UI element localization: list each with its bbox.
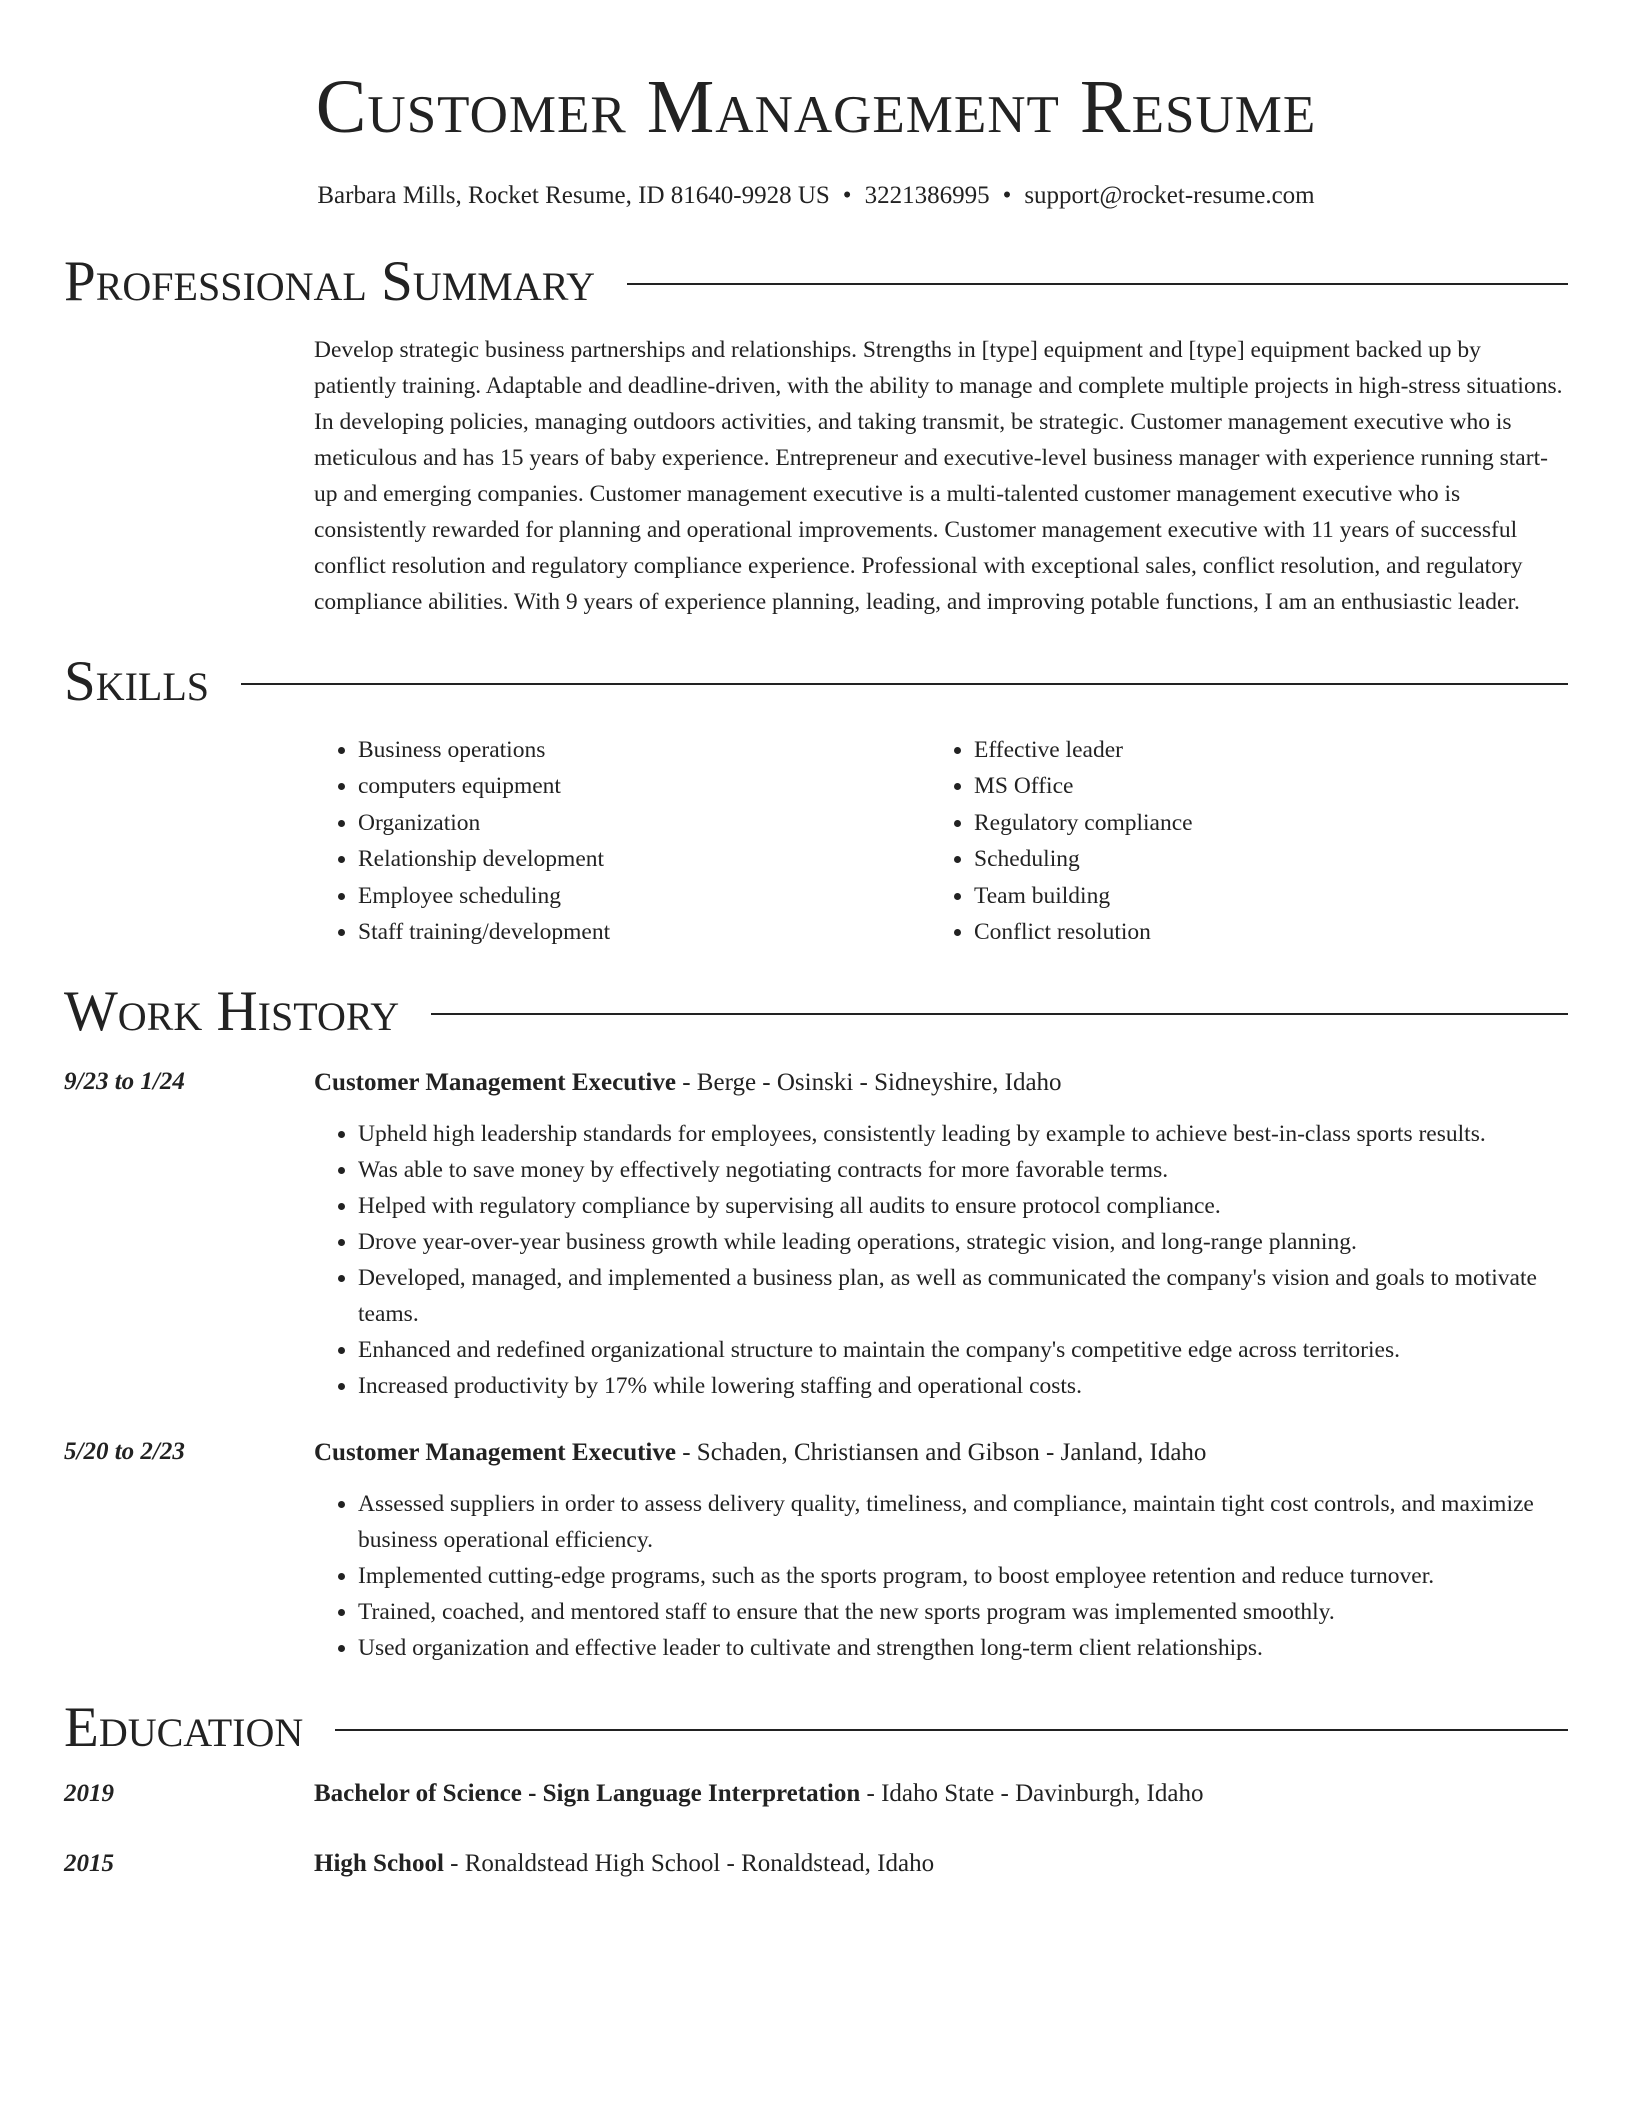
education-title-line [314,1846,1568,1882]
skill-item: • Business operations [358,732,930,768]
summary-section-header [64,250,1568,314]
education-school: - Idaho State - Davinburgh, Idaho [860,1780,1204,1808]
education-year: 2015 [64,1850,114,1878]
skill-item: • computers equipment [358,768,930,804]
job-entry [64,1064,1568,1404]
job-employer: - Berge - Osinski - Sidneyshire, Idaho [675,1069,1062,1097]
education-year: 2019 [64,1780,114,1808]
skills-heading: Skills [64,650,210,713]
education-heading: Education [64,1696,304,1760]
skill-item: • Conflict resolution [974,914,1546,950]
job-bullet: • Implemented cutting-edge programs, such as the sports program, to boost employee retention and reduce turnover. [358,1558,1568,1594]
education-entry [64,1846,1568,1882]
job-role: Customer Management Executive [314,1439,676,1467]
job-bullet: • Was able to save money by effectively negotiating contracts for more favorable terms. [358,1152,1568,1188]
skills-column-right [930,732,1546,950]
contact-separator: • [842,182,852,209]
summary-heading: Professional Summary [64,250,596,313]
job-content [314,1064,1568,1404]
section-divider [241,683,1568,685]
skill-item: • Relationship development [358,841,930,877]
job-title-line [314,1064,1568,1102]
contact-line [64,180,1568,212]
work-section-header [64,980,1568,1044]
job-bullet: • Enhanced and redefined organizational structure to maintain the company's competitive edge across territories. [358,1332,1568,1368]
skill-item: • Team building [974,878,1546,914]
job-entry [64,1434,1568,1666]
section-divider [431,1013,1568,1015]
job-bullets [314,1116,1568,1404]
job-bullets [314,1486,1568,1666]
section-divider [627,283,1568,285]
skill-item: • Scheduling [974,841,1546,877]
summary-text: Develop strategic business partnerships and relationships. Strengths in [type] equipment and [type] equipment backed up by patiently training. Adaptable and deadline-driven, with the ability to manage and complete multiple projects in high-stress situations. In developing policies, managing outdoors activities, and taking transmit, be strategic. Customer management executive who is meticulous and has 15 years of baby experience. Entrepreneur and executive-level business manager with experience running start-up and emerging companies. Customer management executive is a multi-talented customer management executive who is consistently rewarded for planning and operational improvements. Customer management executive with 11 years of successful conflict resolution and regulatory compliance experience. Professional with exceptional sales, conflict resolution, and regulatory compliance abilities. With 9 years of experience planning, leading, and improving potable functions, I am an enthusiastic leader. [314,337,1563,615]
section-divider [335,1729,1568,1731]
education-school: - Ronaldstead High School - Ronaldstead, Idaho [443,1850,935,1878]
job-bullet: • Developed, managed, and implemented a business plan, as well as communicated the company's vision and goals to motivate teams. [358,1260,1568,1332]
skill-item: • Employee scheduling [358,878,930,914]
job-title-line [314,1434,1568,1472]
job-dates: 5/20 to 2/23 [64,1438,185,1466]
work-heading: Work History [64,980,400,1044]
skill-item: • Organization [358,805,930,841]
skill-item: • MS Office [974,768,1546,804]
job-content [314,1434,1568,1666]
education-title-line [314,1776,1568,1812]
contact-phone: 3221386995 [864,182,990,209]
skills-column-left [314,732,930,950]
job-employer: - Schaden, Christiansen and Gibson - Janland, Idaho [675,1439,1207,1467]
job-bullet: • Helped with regulatory compliance by supervising all audits to ensure protocol compliance. [358,1188,1568,1224]
job-bullet: • Upheld high leadership standards for employees, consistently leading by example to achieve best-in-class sports results. [358,1116,1568,1152]
education-degree: High School [314,1850,444,1878]
education-degree: Bachelor of Science - Sign Language Interpretation [314,1780,861,1808]
page-title: Customer Management Resume [315,65,1317,149]
job-bullet: • Used organization and effective leader to cultivate and strengthen long-term client relationships. [358,1630,1568,1666]
skills-section-header [64,650,1568,714]
job-bullet: • Drove year-over-year business growth while leading operations, strategic vision, and long-range planning. [358,1224,1568,1260]
education-section-header [64,1696,1568,1760]
education-entry [64,1776,1568,1812]
job-role: Customer Management Executive [314,1069,676,1097]
skill-item: • Regulatory compliance [974,805,1546,841]
contact-email[interactable]: support@rocket-resume.com [1024,182,1315,209]
job-dates: 9/23 to 1/24 [64,1068,185,1096]
contact-address: Barbara Mills, Rocket Resume, ID 81640-9928 US [317,182,830,209]
skill-item: • Effective leader [974,732,1546,768]
skills-list [314,732,1568,950]
job-bullet: • Trained, coached, and mentored staff to ensure that the new sports program was implemented smoothly. [358,1594,1568,1630]
job-bullet: • Increased productivity by 17% while lowering staffing and operational costs. [358,1368,1568,1404]
contact-separator: • [1002,182,1012,209]
skill-item: • Staff training/development [358,914,930,950]
job-bullet: • Assessed suppliers in order to assess delivery quality, timeliness, and compliance, maintain tight cost controls, and maximize business operational efficiency. [358,1486,1568,1558]
